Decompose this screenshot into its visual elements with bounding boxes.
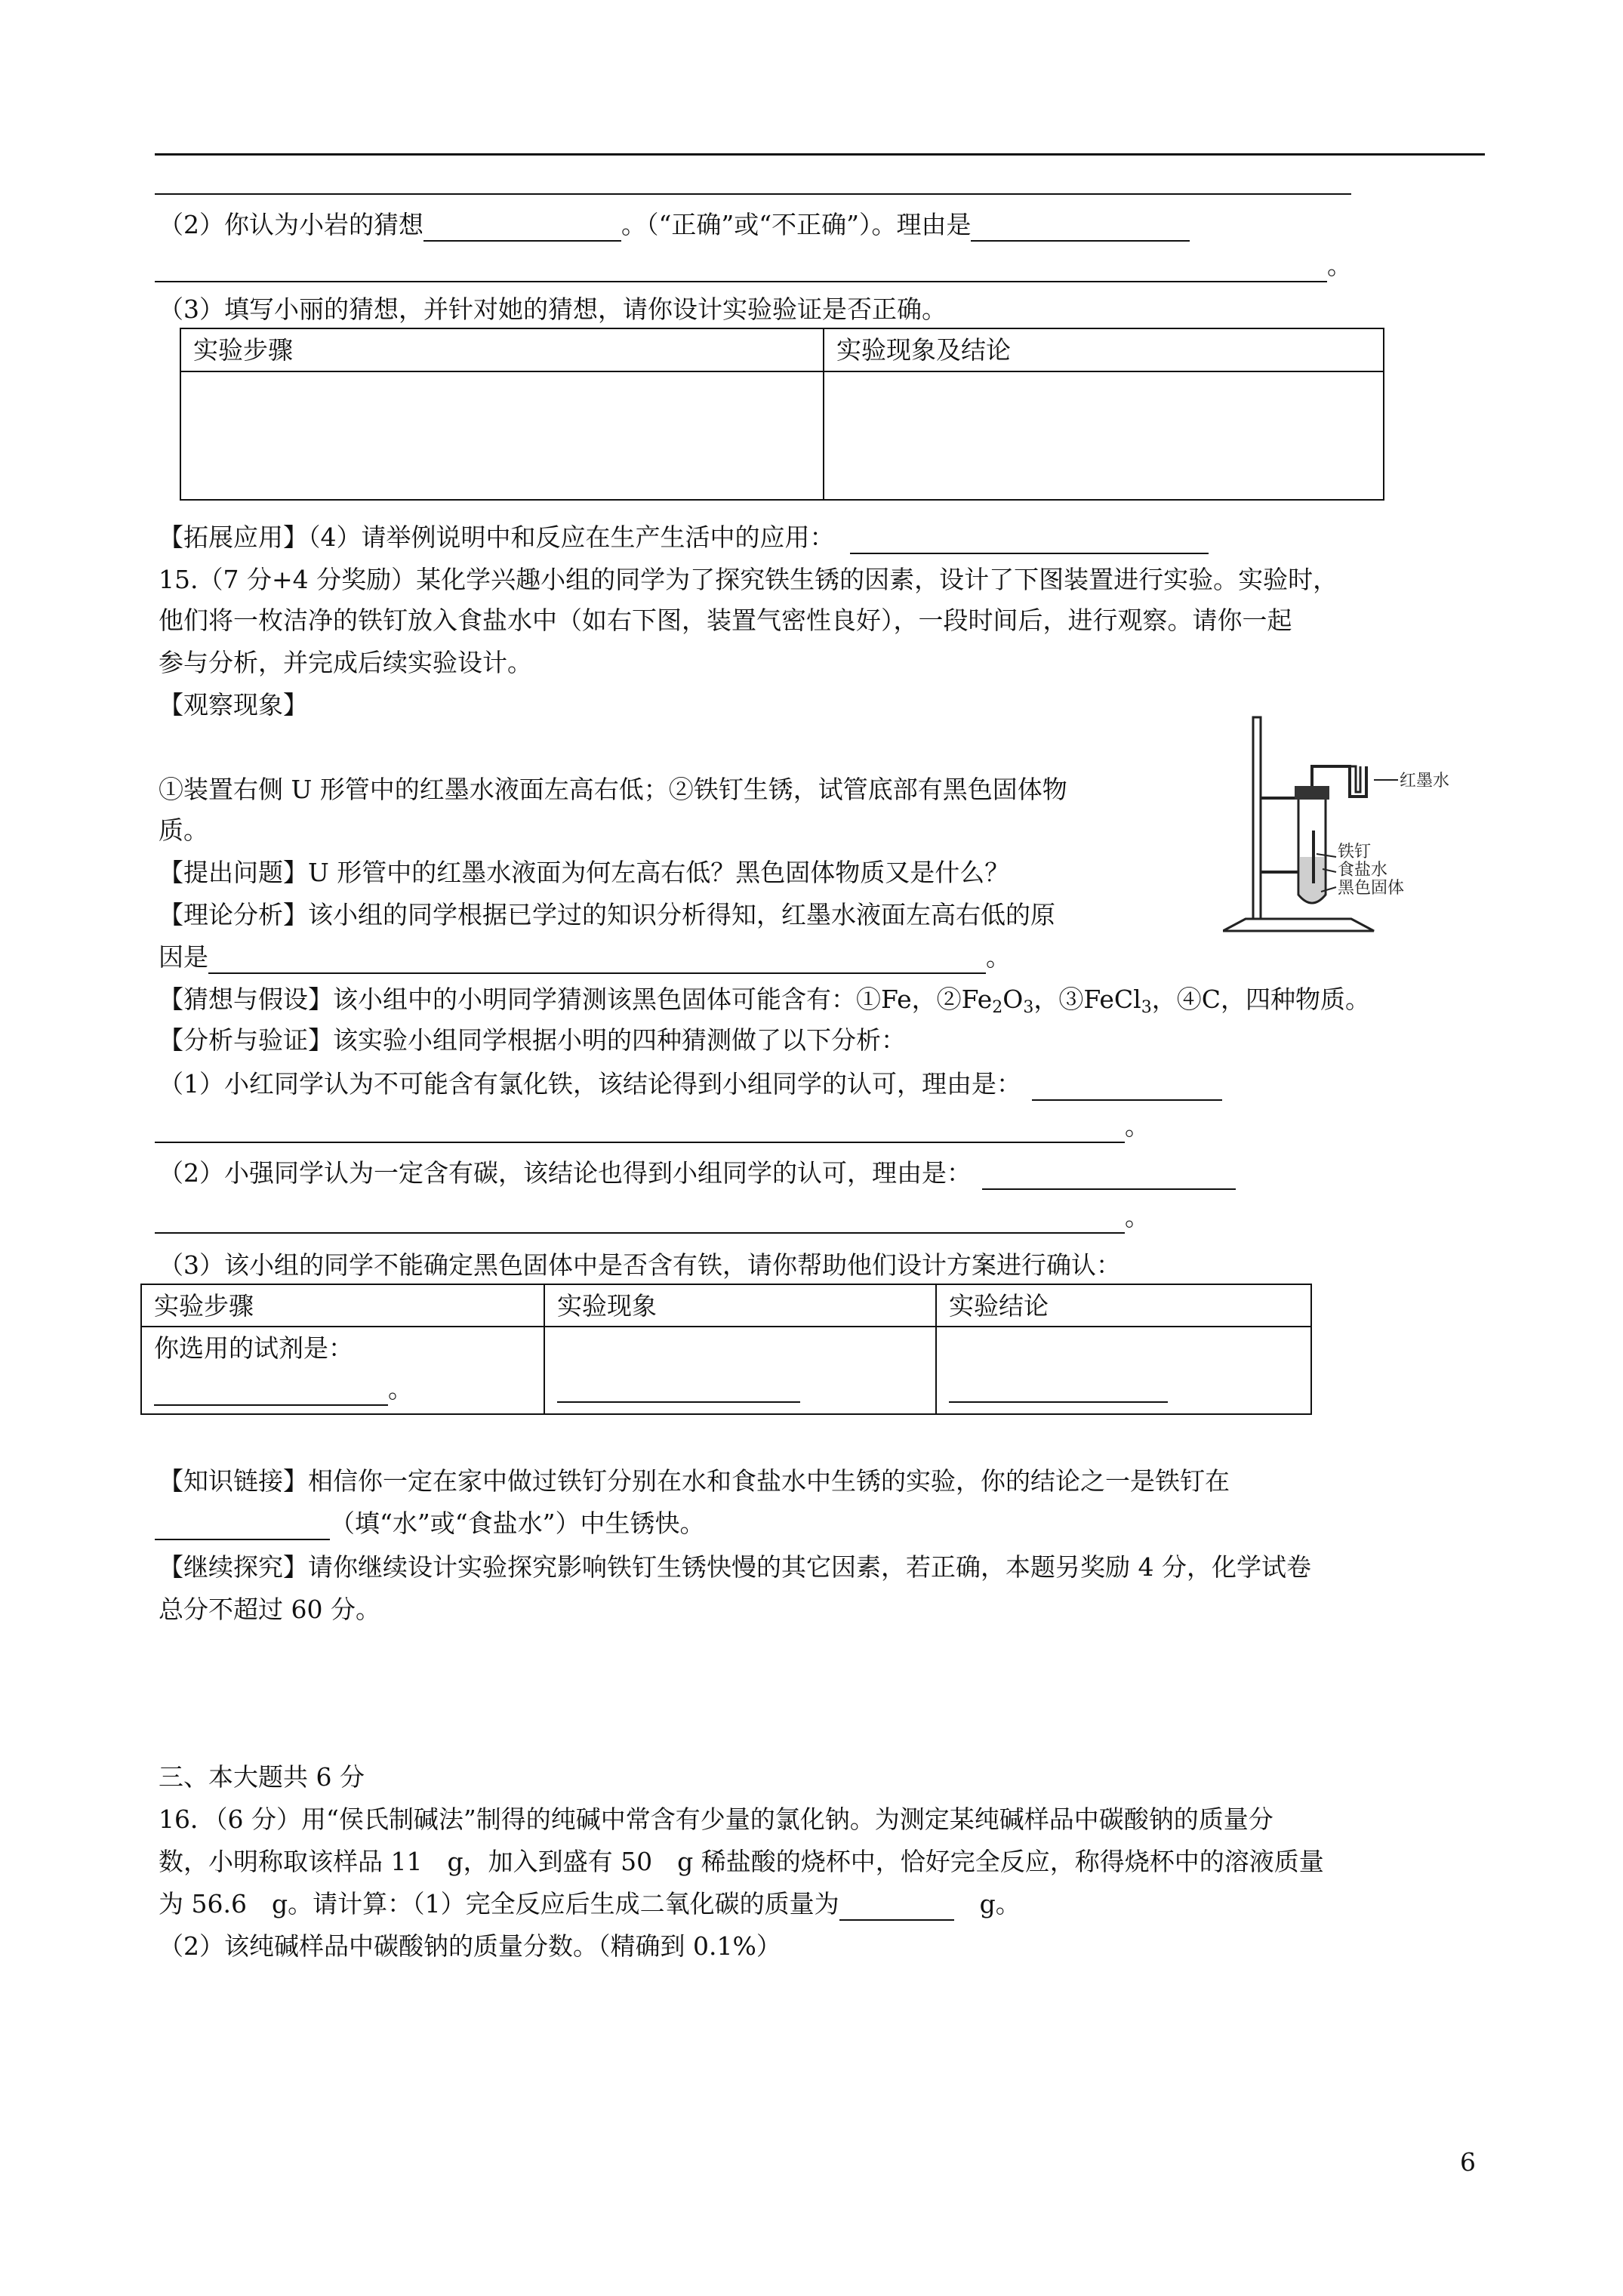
diagram-label-salt-water: 食盐水 [1338,861,1388,880]
subscript: 3 [1141,998,1152,1017]
q14-line2 [159,208,1190,242]
observe-text-2: 质。 [159,815,208,845]
q14-line2-mid: 。（“正确”或“不正确”）。理由是 [621,210,972,239]
answer-blank[interactable] [1032,1074,1222,1101]
q16-line3-prefix: 为 56.6 g。请计算：（1）完全反应后生成二氧化碳的质量为 [159,1889,839,1918]
q14-line3: （3）填写小丽的猜想，并针对她的猜想，请你设计实验验证是否正确。 [159,294,947,324]
continue-text-1: 【继续探究】请你继续设计实验探究影响铁钉生锈快慢的其它因素，若正确，本题另奖励 4 分，化学试卷 [159,1552,1311,1582]
answer-blank[interactable] [208,947,986,974]
observe-title: 【观察现象】 [159,690,308,720]
table-cell-input[interactable] [824,371,1384,500]
diagram-label-nail: 铁钉 [1338,843,1372,861]
diagram-label-red-ink: 红墨水 [1400,772,1450,791]
answer-blank[interactable] [839,1894,954,1921]
reagent-label: 你选用的试剂是： [154,1333,353,1363]
q16-line1: 16．（6 分）用“侯氏制碱法”制得的纯碱中常含有少量的氯化钠。为测定某纯碱样品中碳酸钠的质量分 [159,1804,1273,1834]
guess-prefix: 【猜想与假设】该小组中的小明同学猜测该黑色固体可能含有：①Fe，②Fe [159,985,993,1014]
answer-blank[interactable] [155,1513,330,1540]
answer-line [155,193,1351,195]
q14-line2b [155,249,1352,282]
answer-blank[interactable] [557,1376,800,1403]
table-header-result: 实验现象及结论 [824,328,1384,371]
q16-line2: 数，小明称取该样品 11 g，加入到盛有 50 g 稀盐酸的烧杯中，恰好完全反应，称得烧杯中的溶液质量 [159,1847,1324,1876]
guess-text [159,983,1370,1025]
analysis-2-text: （2）小强同学认为一定含有碳，该结论也得到小组同学的认可，理由是： [159,1158,972,1188]
period: 。 [1327,251,1352,280]
continue-text-2: 总分不超过 60 分。 [159,1595,380,1624]
observe-text-1: ①装置右侧 U 形管中的红墨水液面左高右低；②铁钉生锈，试管底部有黑色固体物 [159,775,1067,804]
period: 。 [388,1374,413,1404]
link-text-2 [155,1507,704,1540]
section3-title: 三、本大题共 6 分 [159,1762,365,1792]
theory-line2 [159,941,1011,974]
answer-blank[interactable] [982,1163,1236,1190]
answer-blank[interactable] [155,255,1327,282]
answer-blank[interactable] [850,527,1209,554]
period: 。 [1125,1202,1150,1231]
q15-table [140,1284,1312,1415]
apparatus-diagram [1223,713,1495,940]
table-header-phenomenon: 实验现象 [544,1284,936,1327]
q15-intro-2: 他们将一枚洁净的铁钉放入食盐水中（如右下图，装置气密性良好），一段时间后，进行观察。请你一起 [159,606,1292,635]
subscript: 3 [1023,998,1034,1017]
analysis-2 [159,1157,1236,1190]
link-text-2-tail: （填“水”或“食盐水”）中生锈快。 [330,1509,705,1538]
q15-intro-3: 参与分析，并完成后续实验设计。 [159,648,532,677]
answer-blank[interactable] [155,1116,1125,1143]
guess-mid2: ，③FeCl [1033,985,1141,1014]
q15-intro-1: 15.（7 分+4 分奖励）某化学兴趣小组的同学为了探究铁生锈的因素，设计了下图装置进行实验。实验时， [159,565,1338,594]
analysis-2b [155,1200,1150,1234]
q16-line4: （2）该纯碱样品中碳酸钠的质量分数。（精确到 0.1%） [159,1931,781,1961]
analysis-1b [155,1110,1150,1143]
diagram-label-black-solid: 黑色固体 [1338,879,1405,898]
answer-blank[interactable] [971,214,1190,242]
answer-blank[interactable] [155,1207,1125,1234]
page-number: 6 [1460,2147,1476,2177]
table-cell-input[interactable] [180,371,824,500]
q14-line2-prefix: （2）你认为小岩的猜想 [159,210,423,239]
table-header-steps: 实验步骤 [180,328,824,371]
analysis-1 [159,1068,1222,1101]
q14-table [180,328,1384,501]
table-header-steps: 实验步骤 [141,1284,544,1327]
theory-text: 【理论分析】该小组的同学根据已学过的知识分析得知，红墨水液面左高右低的原 [159,900,1055,929]
q16-line3-unit: g。 [979,1889,1021,1918]
analysis-3: （3）该小组的同学不能确定黑色固体中是否含有铁，请你帮助他们设计方案进行确认： [159,1250,1121,1280]
header-rule [155,153,1485,156]
q14-line4 [159,521,1209,554]
answer-blank[interactable] [154,1379,388,1406]
link-text-1: 【知识链接】相信你一定在家中做过铁钉分别在水和食盐水中生锈的实验，你的结论之一是铁钉在 [159,1466,1230,1496]
guess-mid1: O [1002,985,1024,1014]
theory-line2-prefix: 因是 [159,942,208,972]
period: 。 [1125,1111,1150,1141]
subscript: 2 [992,998,1003,1017]
table-cell-phenomenon [544,1327,936,1414]
table-cell-conclusion [936,1327,1311,1414]
analysis-title: 【分析与验证】该实验小组同学根据小明的四种猜测做了以下分析： [159,1025,906,1055]
table-header-conclusion: 实验结论 [936,1284,1311,1327]
period: 。 [986,942,1011,972]
table-cell-steps [141,1327,544,1414]
q14-line4-text: 【拓展应用】（4）请举例说明中和反应在生产生活中的应用： [159,522,835,552]
answer-blank[interactable] [423,214,621,242]
guess-end: ，④C，四种物质。 [1151,985,1370,1014]
question-text: 【提出问题】U 形管中的红墨水液面为何左高右低？黑色固体物质又是什么？ [159,858,1010,887]
analysis-1-text: （1）小红同学认为不可能含有氯化铁，该结论得到小组同学的认可，理由是： [159,1069,1021,1099]
answer-blank[interactable] [949,1376,1168,1403]
q16-line3 [159,1888,1021,1921]
